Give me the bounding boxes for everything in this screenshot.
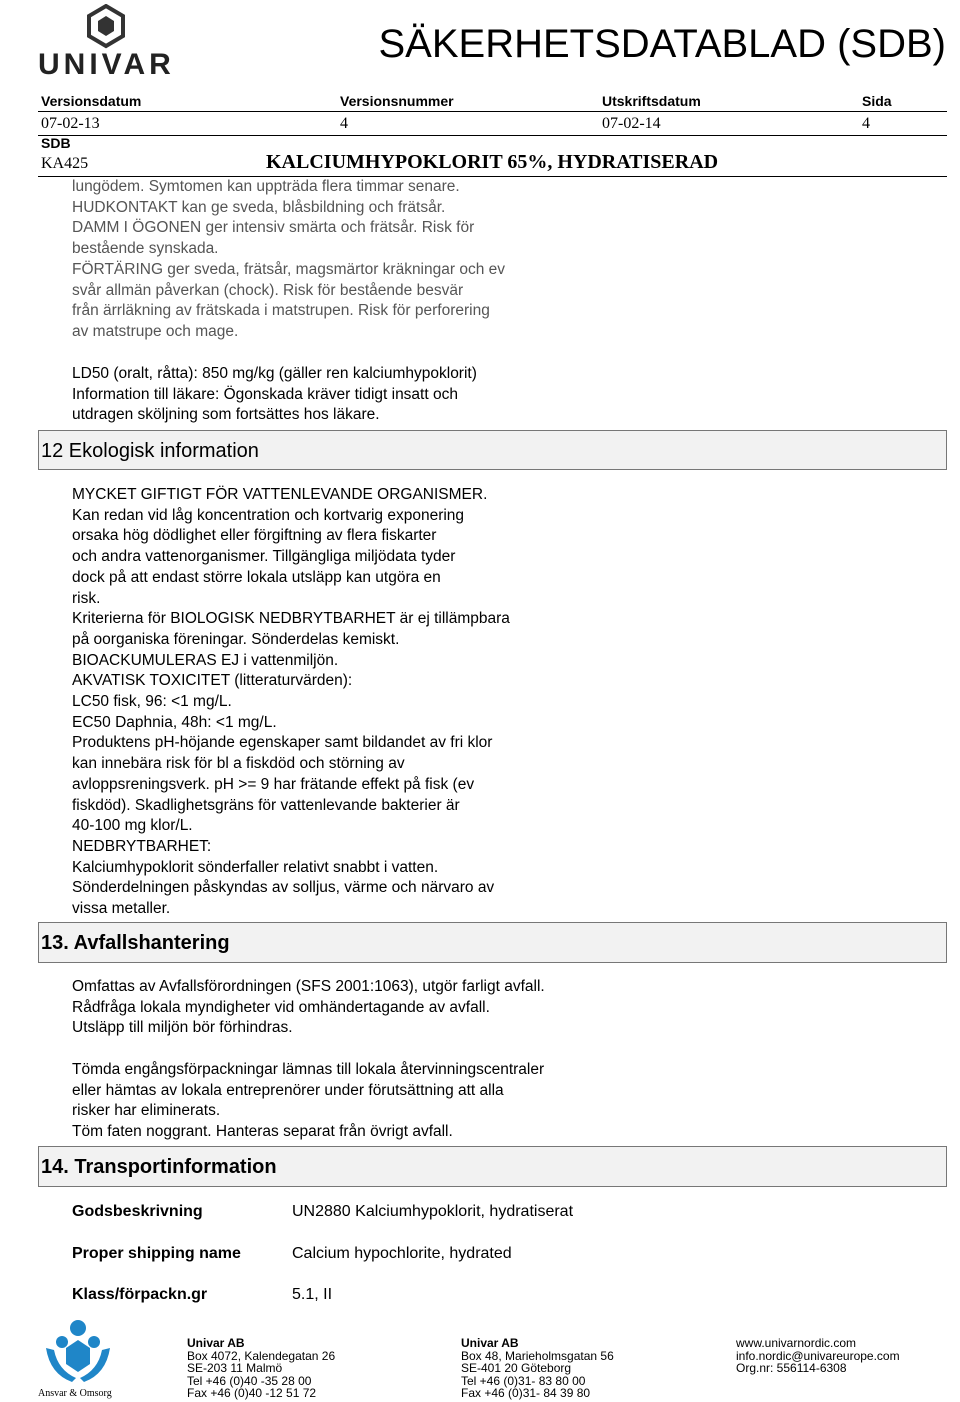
ld50-text: LD50 (oralt, råtta): 850 mg/kg (gäller ren kalciumhypoklorit) Information till läkare: Ögonskada kräver tidigt insatt och utdragen sköljning som fortsättes hos läkare. [72, 365, 477, 424]
section-12-title: 12 Ekologisk information [41, 440, 259, 462]
transport-value-shipping-name: Calcium hypochlorite, hydrated [292, 1245, 512, 1262]
version-number-label: Versionsnummer [340, 93, 454, 109]
transport-label-class: Klass/förpackn.gr [72, 1286, 208, 1303]
footer-contact-lines: www.univarnordic.com info.nordic@univareurope.com Org.nr: 556114-6308 [736, 1336, 900, 1376]
waste-text-2: Tömda engångsförpackningar lämnas till lokala återvinningscentraler eller hämtas av lokala entreprenörer under förutsättning att alla risker har eliminerats. Töm faten noggrant. Hanteras separat från övrigt avfall. [72, 1061, 545, 1141]
responsible-care-logo [38, 1318, 118, 1402]
section-14-title: 14. Transportinformation [41, 1156, 277, 1178]
print-date-value: 07-02-14 [602, 115, 661, 132]
page-label: Sida [862, 93, 892, 109]
univar-logo [38, 4, 173, 84]
sdb-label: SDB [41, 135, 71, 151]
responsible-care-icon [42, 1318, 114, 1386]
footer-goteborg-address: Box 48, Marieholmsgatan 56 SE-401 20 Göteborg Tel +46 (0)31- 83 80 00 Fax +46 (0)31- 84 39 80 [461, 1348, 614, 1401]
footer-malmo-name: Univar AB [187, 1336, 245, 1350]
header-rule-2 [38, 135, 947, 136]
transport-value-class: 5.1, II [292, 1286, 333, 1303]
transport-label-shipping-name: Proper shipping name [72, 1245, 241, 1262]
footer-malmo [187, 1337, 335, 1400]
print-date-label: Utskriftsdatum [602, 93, 701, 109]
version-date-label: Versionsdatum [41, 93, 142, 109]
section-13-header [38, 922, 947, 963]
ecological-info-text: MYCKET GIFTIGT FÖR VATTENLEVANDE ORGANISMER. Kan redan vid låg koncentration och kortvarig exponering orsaka hög dödlighet eller förgiftning av flera fiskarter och andra vattenorganismer. Tillgängliga miljödata tyder dock på att endast större lokala utsläpp kan utgöra en risk. Kriterierna för BIOLOGISK NEDBRYTBARHET är ej tillämpbara på oorganiska föreningar. Sönderdelas kemiskt. BIOACKUMULERAS EJ i vattenmiljön. AKVATISK TOXICITET (litteraturvärden): LC50 fisk, 96: <1 mg/L. EC50 Daphnia, 48h: <1 mg/L. Produktens pH-höjande egenskaper samt bildandet av fri klor kan innebära risk för bl a fiskdöd och störning av avloppsreningsverk. pH >= 9 har frätande effekt på fisk (ev fiskdöd). Skadlighetsgräns för vattenlevande bakterier är 40-100 mg klor/L. NEDBRYTBARHET: Kalciumhypoklorit sönderfaller relativt snabbt i vatten. Sönderdelningen påskyndas av solljus, värme och närvaro av vissa metaller. [72, 486, 510, 918]
health-symptoms-text: lungödem. Symtomen kan uppträda flera timmar senare. HUDKONTAKT kan ge sveda, blåsbildning och frätsår. DAMM I ÖGONEN ger intensiv smärta och frätsår. Risk för bestående synskada. FÖRTÄRING ger sveda, frätsår, magsmärtor kräkningar och ev svår allmän påverkan (chock). Risk för bestående besvär från ärrläkning av frätskada i matstrupen. Risk för perforering av matstrupe och mage. [72, 178, 506, 340]
version-number-value: 4 [340, 115, 348, 132]
footer-goteborg-name: Univar AB [461, 1336, 519, 1350]
section-12-header [38, 430, 947, 470]
footer-contact [736, 1337, 900, 1375]
section-14-header [38, 1146, 947, 1187]
logo-wordmark: UNIVAR [38, 48, 175, 81]
document-title: SÄKERHETSDATABLAD (SDB) [378, 22, 946, 66]
section-13-title: 13. Avfallshantering [41, 932, 230, 954]
footer-goteborg [461, 1337, 614, 1400]
univar-logo-icon [86, 4, 126, 50]
page-value: 4 [862, 115, 870, 132]
transport-label-goods: Godsbeskrivning [72, 1203, 203, 1220]
logo-caption: Ansvar & Omsorg [38, 1388, 112, 1399]
waste-text-1: Omfattas av Avfallsförordningen (SFS 2001:1063), utgör farligt avfall. Rådfråga lokala myndigheter vid omhändertagande av avfall. Utsläpp till miljön bör förhindras. [72, 978, 545, 1037]
product-name: KALCIUMHYPOKLORIT 65%, HYDRATISERAD [266, 151, 719, 173]
footer-malmo-address: Box 4072, Kalendegatan 26 SE-203 11 Malmö Tel +46 (0)40 -35 28 00 Fax +46 (0)40 -12 51 72 [187, 1348, 336, 1401]
sdb-value: KA425 [41, 155, 89, 172]
transport-value-goods: UN2880 Kalciumhypoklorit, hydratiserat [292, 1203, 574, 1220]
header-rule-1 [38, 111, 947, 112]
version-date-value: 07-02-13 [41, 115, 100, 132]
